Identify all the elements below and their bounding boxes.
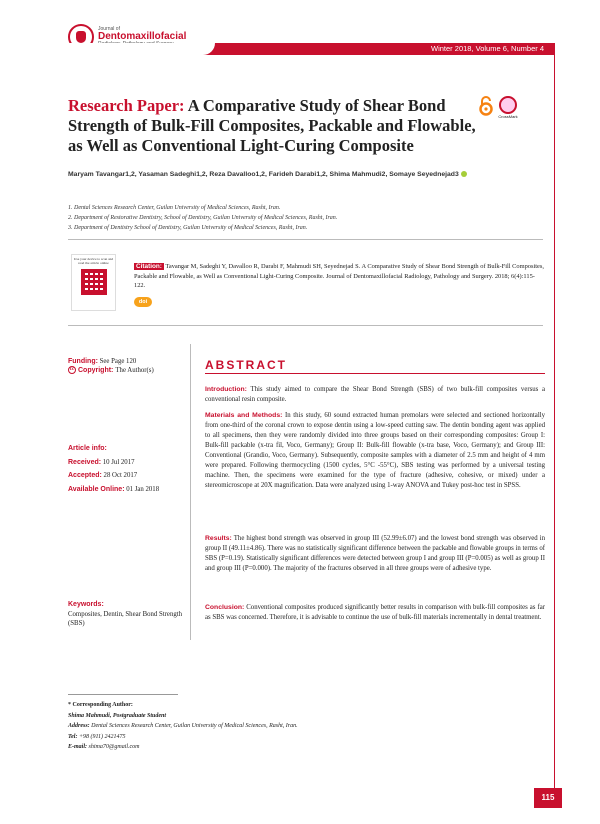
- affiliation-2: 2. Department of Restorative Dentistry, School of Dentistry, Guilan University of Medical Sciences, Rasht, Iran.: [68, 215, 338, 221]
- open-access-icon: [478, 96, 494, 116]
- citation: [134, 262, 544, 291]
- footnote-rule: [68, 694, 178, 695]
- introduction-text: This study aimed to compare the Shear Bond Strength (SBS) of two bulk-fill composites versus a conventional resin composite.: [205, 386, 545, 403]
- citation-label: Citation:: [136, 263, 162, 270]
- author-list: [68, 171, 548, 178]
- authors-text: Maryam Tavangar1,2, Yasaman Sadeghi1,2, Reza Davalloo1,2, Farideh Darabi1,2, Shima Mahmudi2, Somaye Seyednejad3: [68, 171, 459, 178]
- methods-text: In this study, 60 sound extracted human premolars were selected and sectioned horizontally from one-third of the coronal crown to expose dentin using a low-speed cutting saw. The dentin bonding agent was applied to all specimens, then they were randomly divided into three groups based on their corresponding composites: Group I: Bulk-fill packable (x-tra fil, Voco, Germany); Group II: Bulk-fill flowable (x-tra base, Voco, Germany); and Group III: Conventional (Grandio, Voco, Germany). Subsequently, composite samples with a diameter of 2.5 mm and height of 4 mm were prepared. Following thermocycling (1500 cycles, 5°C -55°C), SBS testing was performed by a universal testing machine. Then, the specimens were examined for the type of fracture (adhesive, cohesive, or mixed) under a stereomicroscope at 20X magnification. Data were analyzed using 1-way ANOVA and Tukey post-hoc test in SPSS.: [205, 412, 545, 489]
- divider: [68, 239, 543, 240]
- address-label: Address:: [68, 723, 90, 729]
- page-number: 115: [534, 788, 562, 808]
- journal-line1: Journal of: [98, 25, 120, 32]
- copyright-value: The Author(s): [115, 366, 154, 374]
- corresponding-author: [68, 700, 548, 753]
- qr-label: Use your device to scan and read the article online: [73, 257, 114, 265]
- online-date: 01 Jan 2018: [124, 485, 160, 493]
- abstract-heading: ABSTRACT: [205, 358, 287, 372]
- abstract-results: [205, 534, 545, 574]
- copyright: [68, 366, 188, 374]
- side-rule: [554, 43, 555, 788]
- copyright-label: Copyright:: [78, 366, 114, 374]
- crossmark-badge[interactable]: [498, 96, 518, 122]
- orcid-icon[interactable]: [461, 171, 467, 177]
- corresponding-name: Shima Mahmudi, Postgraduate Student: [68, 712, 167, 719]
- accepted-date: 28 Oct 2017: [101, 472, 138, 479]
- funding-value: See Page 120: [97, 358, 137, 365]
- crossmark-icon: [499, 96, 517, 114]
- accepted-label: Accepted:: [68, 472, 102, 479]
- address-text: Dental Sciences Research Center, Guilan University of Medical Sciences, Rasht, Iran.: [89, 723, 298, 729]
- results-label: Results:: [205, 535, 232, 542]
- article-info-heading: Article info:: [68, 445, 107, 452]
- abstract-rule: [205, 373, 545, 374]
- abstract-introduction: [205, 385, 545, 405]
- qr-box: [71, 254, 116, 311]
- citation-text: Tavangar M, Sadeghi Y, Davalloo R, Darabi F, Mahmudi SH, Seyednejad S. A Comparative Study of Shear Bond Strength of Bulk-Fill Composites, Packable and Flowable, as Well as Conventional Light-Curing Composite. Journal of Dentomaxillofacial Radiology, Pathology and Surgery. 2018; 6(4):115-122.: [134, 263, 544, 289]
- column-divider: [190, 344, 191, 640]
- journal-name: Dentomaxillofacial: [98, 30, 187, 42]
- conclusion-text: Conventional composites produced significantly better results in comparison with bulk-fill composites as far as SBS was concerned. Therefore, it is advisable to continue the use of bulk-fill materials incrementally in dental treatment.: [205, 604, 545, 621]
- paper-type-label: Research Paper:: [68, 96, 185, 115]
- header-bar: [0, 43, 554, 55]
- tel-text: +98 (911) 2421475: [77, 733, 126, 740]
- abstract-conclusion: [205, 603, 545, 623]
- keywords-heading: Keywords:: [68, 601, 104, 608]
- conclusion-label: Conclusion:: [205, 604, 245, 611]
- qr-code-icon[interactable]: [81, 269, 107, 295]
- email-link[interactable]: shima70@gmail.com: [87, 744, 140, 750]
- online-label: Available Online:: [68, 485, 125, 493]
- affiliation-1: 1. Dental Sciences Research Center, Guilan University of Medical Sciences, Rasht, Iran.: [68, 205, 281, 211]
- corresponding-heading: * Corresponding Author:: [68, 702, 133, 708]
- article-title: [68, 96, 478, 156]
- funding-label: Funding:: [68, 358, 98, 365]
- crossmark-label: CrossMark: [498, 114, 518, 119]
- divider: [68, 325, 543, 326]
- copyright-icon: cc: [69, 367, 75, 372]
- abstract-methods: [205, 411, 545, 491]
- keywords-text: Composites, Dentin, Shear Bond Strength (SBS): [68, 610, 183, 627]
- introduction-label: Introduction:: [205, 386, 247, 393]
- affiliation-3: 3. Department of Dentistry School of Dentistry, Guilan University of Medical Sciences, Rasht, Iran.: [68, 225, 308, 231]
- article-info: [68, 444, 188, 495]
- tel-label: Tel:: [68, 733, 78, 740]
- results-text: The highest bond strength was observed in group III (52.99±6.07) and the lowest bond strength was observed in group II (49.11±4.86). There was no statistically significant difference between the packable and flowable groups in terms of SBS (P=0.19). Statistically significant differences were detected between group I and group III (P=0.005) as well as group II and group III (P=0.000). The majority of the fractures observed in all three groups were of adhesive type.: [205, 535, 545, 572]
- methods-label: Materials and Methods:: [205, 412, 283, 419]
- email-label: E-mail:: [68, 744, 87, 750]
- received-label: Received:: [68, 458, 102, 466]
- keywords: [68, 600, 188, 629]
- doi-icon[interactable]: doi: [134, 297, 152, 307]
- received-date: 10 Jul 2017: [101, 458, 135, 466]
- title-text: A Comparative Study of Shear Bond Strength of Bulk-Fill Composites, Packable and Flowable, as Well as Conventional Light-Curing Composite: [68, 96, 476, 155]
- affiliations: [68, 203, 548, 233]
- issue-info: Winter 2018, Volume 6, Number 4: [431, 44, 544, 53]
